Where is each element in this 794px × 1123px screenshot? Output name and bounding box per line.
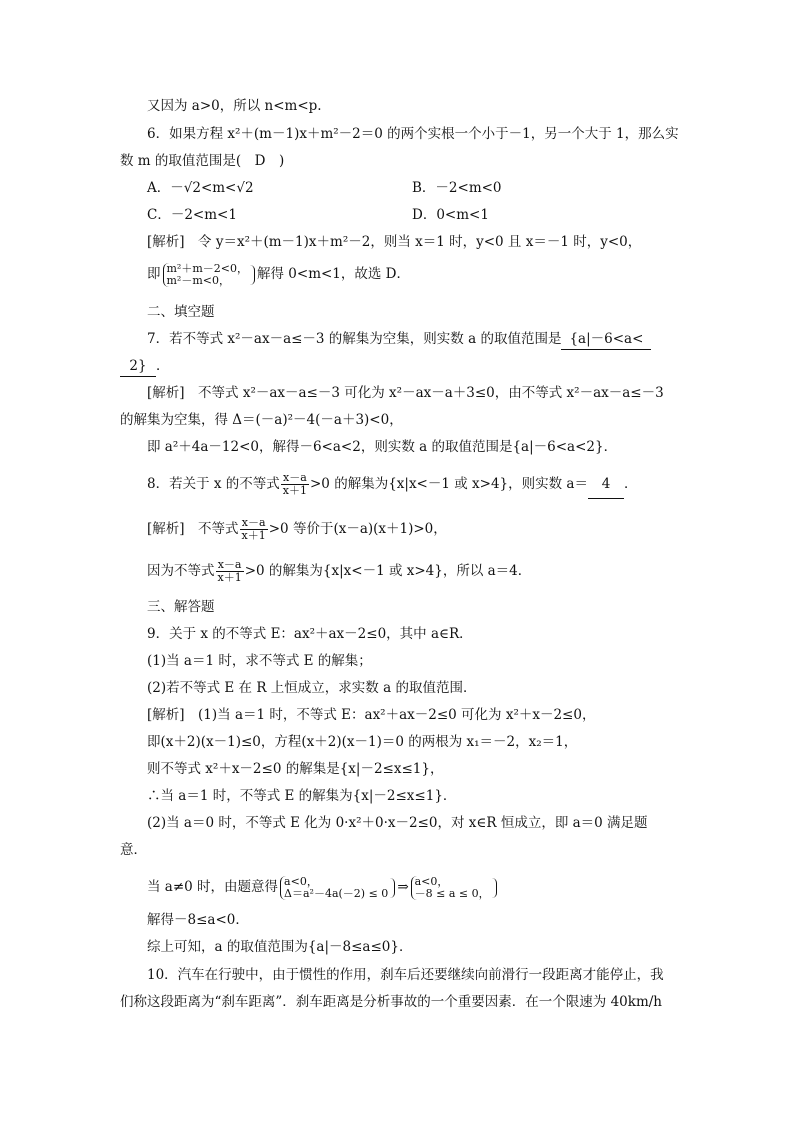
solution-line: [解析] (1)当 a＝1 时，不等式 E：ax²＋ax－2≤0 可化为 x²＋x－2≤0， bbox=[147, 707, 596, 723]
text: ． bbox=[623, 476, 638, 492]
system-row: Δ＝a²－4a(－2) ≤ 0 bbox=[284, 886, 389, 900]
question-9-part: (2)若不等式 E 在 R 上恒成立，求实数 a 的取值范围． bbox=[147, 680, 477, 696]
solution-line: 即(x＋2)(x－1)≤0，方程(x＋2)(x－1)＝0 的两根为 x₁＝－2，x₂＝1， bbox=[147, 734, 578, 750]
answer-blank: 4 bbox=[588, 470, 624, 499]
solution-line: 的解集为空集，得 Δ＝(－a)²－4(－a＋3)<0， bbox=[120, 412, 403, 428]
fraction bbox=[240, 517, 268, 542]
solution-line bbox=[147, 515, 447, 543]
question-7-stem bbox=[147, 329, 651, 350]
fraction bbox=[281, 472, 309, 497]
question-6-stem-cont: 数 m 的取值范围是( D ) bbox=[120, 153, 285, 169]
fraction-numerator: x－a bbox=[281, 472, 309, 485]
system-brace bbox=[492, 878, 497, 898]
solution-line: (2)当 a＝0 时，不等式 E 化为 0·x²＋0·x－2≤0，对 x∈R 恒成立，即 a＝0 满足题 bbox=[147, 815, 648, 831]
text: >0 等价于(x－a)(x＋1)>0， bbox=[268, 521, 447, 537]
system-brace bbox=[390, 878, 395, 898]
solution-line: 综上可知，a 的取值范围为{a|－8≤a≤0}． bbox=[147, 939, 413, 955]
system-brace bbox=[250, 265, 255, 285]
implies-arrow: ⇒ bbox=[397, 879, 409, 895]
fraction bbox=[216, 559, 244, 584]
answer-blank: {a|－6<a< bbox=[561, 329, 651, 350]
equation-system bbox=[280, 876, 388, 900]
text: >0 的解集为{x|x<－1 或 x>4}，所以 a＝4． bbox=[244, 563, 532, 579]
text: 解得 0<m<1，故选 D． bbox=[257, 266, 411, 282]
fraction-denominator: x＋1 bbox=[282, 484, 307, 497]
question-10-stem-cont: 们称这段距离为“刹车距离”．刹车距离是分析事故的一个重要因素．在一个限速为 40km/h bbox=[120, 994, 662, 1010]
text: 即 bbox=[147, 266, 161, 282]
question-9-part: (1)当 a＝1 时，求不等式 E 的解集； bbox=[147, 653, 372, 669]
equation-system bbox=[163, 263, 249, 287]
answer-blank: 2} bbox=[120, 356, 156, 377]
text: [解析] 不等式 bbox=[147, 521, 239, 537]
solution-line: [解析] 令 y＝x²＋(m－1)x＋m²－2，则当 x＝1 时，y<0 且 x＝－1 时，y<0， bbox=[147, 234, 642, 250]
solution-line: ∴当 a＝1 时，不等式 E 的解集为{x|－2≤x≤1}． bbox=[147, 788, 457, 804]
text: 8．若关于 x 的不等式 bbox=[147, 476, 280, 492]
solution-system-line bbox=[147, 872, 499, 902]
fraction-denominator: x＋1 bbox=[241, 529, 266, 542]
text: >0 的解集为{x|x<－1 或 x>4}，则实数 a＝ bbox=[310, 476, 588, 492]
option-c: C．－2<m<1 bbox=[147, 207, 237, 223]
system-row: a<0， bbox=[414, 874, 449, 888]
question-7-stem-cont bbox=[120, 356, 170, 377]
solution-line bbox=[147, 557, 531, 585]
equation-system bbox=[411, 876, 490, 900]
question-10-stem: 10．汽车在行驶中，由于惯性的作用，刹车后还要继续向前滑行一段距离才能停止，我 bbox=[147, 967, 664, 983]
system-row: －8 ≤ a ≤ 0， bbox=[414, 886, 490, 900]
question-8-stem bbox=[147, 470, 637, 499]
solution-line: 意． bbox=[120, 842, 147, 858]
question-9-stem: 9．关于 x 的不等式 E：ax²＋ax－2≤0，其中 a∈R． bbox=[147, 626, 473, 642]
option-a: A．－√2<m<√2 bbox=[147, 180, 254, 196]
fraction-numerator: x－a bbox=[240, 517, 268, 530]
fraction-numerator: x－a bbox=[216, 559, 244, 572]
solution-line: 解得－8≤a<0． bbox=[147, 912, 249, 928]
section-heading: 三、解答题 bbox=[147, 599, 215, 615]
solution-line: 则不等式 x²＋x－2≤0 的解集是{x|－2≤x≤1}， bbox=[147, 761, 444, 777]
system-row: m²－m<0， bbox=[166, 273, 230, 287]
solution-line: [解析] 不等式 x²－ax－a≤－3 可化为 x²－ax－a＋3≤0，由不等式 x²－ax－a≤－3 bbox=[147, 385, 664, 401]
text: ． bbox=[156, 358, 170, 374]
question-6-stem: 6．如果方程 x²＋(m－1)x＋m²－2＝0 的两个实根一个小于－1，另一个大于 1，那么实 bbox=[147, 126, 679, 142]
text-line: 又因为 a>0，所以 n<m<p. bbox=[147, 98, 322, 114]
text: 因为不等式 bbox=[147, 563, 215, 579]
section-heading: 二、填空题 bbox=[147, 304, 215, 320]
option-b: B．－2<m<0 bbox=[412, 180, 502, 196]
system-row: a<0， bbox=[284, 874, 318, 888]
text: 7．若不等式 x²－ax－a≤－3 的解集为空集，则实数 a 的取值范围是 bbox=[147, 331, 562, 347]
system-row: m²＋m－2<0， bbox=[166, 261, 248, 275]
option-d: D．0<m<1 bbox=[412, 207, 489, 223]
solution-system-line bbox=[147, 260, 410, 288]
solution-line: 即 a²＋4a－12<0，解得－6<a<2，则实数 a 的取值范围是{a|－6<a<2}． bbox=[147, 439, 618, 455]
fraction-denominator: x＋1 bbox=[217, 571, 242, 584]
text: 当 a≠0 时，由题意得 bbox=[147, 879, 279, 895]
